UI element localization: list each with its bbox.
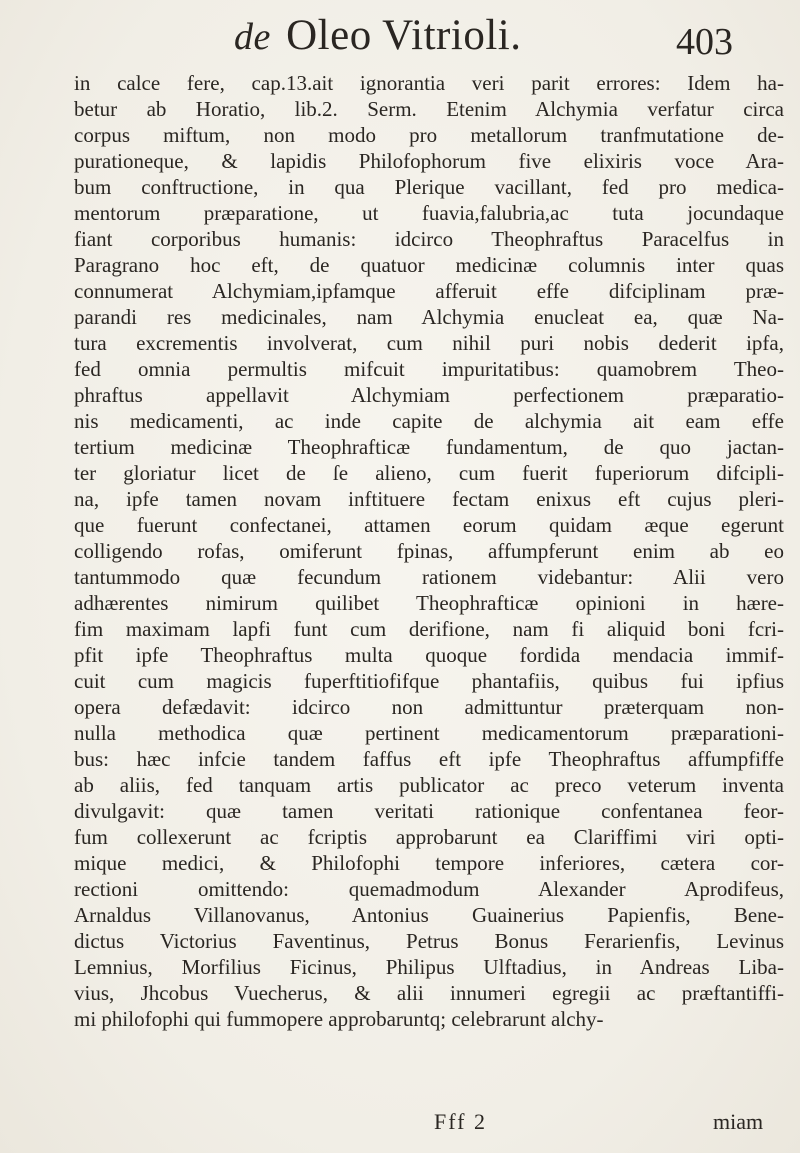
- text-line: dictus Victorius Faventinus, Petrus Bonus Ferarienfis, Levinus: [74, 929, 784, 953]
- text-line: betur ab Horatio, lib.2. Serm. Etenim Alchymia verfatur circa: [74, 97, 784, 121]
- text-line: nis medicamenti, ac inde capite de alchymia ait eam effe: [74, 409, 784, 433]
- text-line: tura excrementis involverat, cum nihil puri nobis dederit ipfa,: [74, 331, 784, 355]
- page-header: [0, 10, 800, 70]
- text-line: opera defædavit: idcirco non admittuntur præterquam non-: [74, 695, 784, 719]
- running-title-prefix: de: [234, 16, 271, 58]
- text-line: que fuerunt confectanei, attamen eorum quidam æque egerunt: [74, 513, 784, 537]
- text-line: parandi res medicinales, nam Alchymia enucleat ea, quæ Na-: [74, 305, 784, 329]
- signature-mark: Fff 2: [434, 1109, 487, 1134]
- text-line: fiant corporibus humanis: idcirco Theophraftus Paracelfus in: [74, 227, 784, 251]
- text-line: adhærentes nimirum quilibet Theophrafticæ opinioni in hære-: [74, 591, 784, 615]
- text-line: tertium medicinæ Theophrafticæ fundamentum, de quo jactan-: [74, 435, 784, 459]
- text-line: mi philofophi qui fummopere approbaruntq; celebrarunt alchy-: [74, 1007, 604, 1031]
- text-line: bum conftructione, in qua Plerique vacillant, fed pro medica-: [74, 175, 784, 199]
- text-line: na, ipfe tamen novam inftituere fectam enixus eft cujus pleri-: [74, 487, 784, 511]
- text-line: vius, Jhcobus Vuecherus, & alii innumeri egregii ac præftantiffi-: [74, 981, 784, 1005]
- running-title-main: Oleo Vitrioli.: [286, 12, 522, 59]
- text-line: mentorum præparatione, ut fuavia,falubria,ac tuta jocundaque: [74, 201, 784, 225]
- text-line: bus: hæc infcie tandem faffus eft ipfe Theophraftus affumpfiffe: [74, 747, 784, 771]
- text-line: ter gloriatur licet de ſe alieno, cum fuerit fuperiorum difcipli-: [74, 461, 784, 485]
- text-line: mique medici, & Philofophi tempore inferiores, cætera cor-: [74, 851, 784, 875]
- text-line: rectioni omittendo: quemadmodum Alexander Aprodifeus,: [74, 877, 784, 901]
- text-line: nulla methodica quæ pertinent medicamentorum præparationi-: [74, 721, 784, 745]
- text-line: corpus miftum, non modo pro metallorum tranfmutatione de-: [74, 123, 784, 147]
- text-line: fed omnia permultis mifcuit impuritatibus: quamobrem Theo-: [74, 357, 784, 381]
- text-line: tantummodo quæ fecundum rationem videbantur: Alii vero: [74, 565, 784, 589]
- text-line: Arnaldus Villanovanus, Antonius Guainerius Papienfis, Bene-: [74, 903, 784, 927]
- text-line: in calce fere, cap.13.ait ignorantia veri parit errores: Idem ha-: [74, 71, 784, 95]
- text-line: colligendo rofas, omiferunt fpinas, affumpferunt enim ab eo: [74, 539, 784, 563]
- running-title: [234, 10, 521, 63]
- text-line: phraftus appellavit Alchymiam perfectionem præparatio-: [74, 383, 784, 407]
- text-line: cuit cum magicis fuperftitiofifque phantafiis, quibus fui ipfius: [74, 669, 784, 693]
- text-line: purationeque, & lapidis Philofophorum five elixiris voce Ara-: [74, 149, 784, 173]
- catchword: miam: [713, 1109, 764, 1134]
- text-line: Lemnius, Morfilius Ficinus, Philipus Ulftadius, in Andreas Liba-: [74, 955, 784, 979]
- text-line: fum collexerunt ac fcriptis approbarunt ea Clariffimi viri opti-: [74, 825, 784, 849]
- text-line: divulgavit: quæ tamen veritati rationique confentanea feor-: [74, 799, 784, 823]
- text-line: pfit ipfe Theophraftus multa quoque fordida mendacia immif-: [74, 643, 784, 667]
- page-number: 403: [676, 21, 733, 63]
- text-line: fim maximam lapfi funt cum derifione, nam fi aliquid boni fcri-: [74, 617, 784, 641]
- text-line: ab aliis, fed tanquam artis publicator ac preco veterum inventa: [74, 773, 784, 797]
- page-footer: [0, 1108, 800, 1136]
- text-line: Paragrano hoc eft, de quatuor medicinæ columnis inter quas: [74, 253, 784, 277]
- body-text: [74, 70, 784, 1032]
- text-line: connumerat Alchymiam,ipfamque afferuit effe difciplinam præ-: [74, 279, 784, 303]
